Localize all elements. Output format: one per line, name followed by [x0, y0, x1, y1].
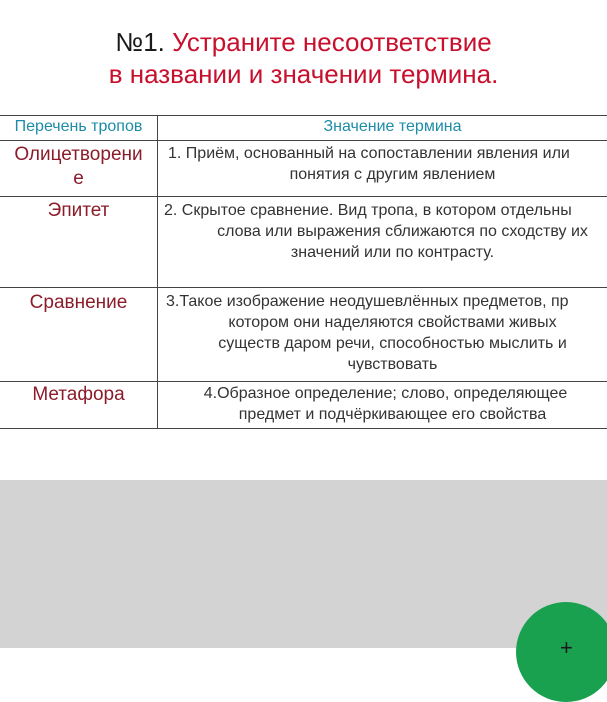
task-number: №1.	[115, 27, 165, 57]
table-row-meaning: 2. Скрытое сравнение. Вид тропа, в котором отдельны слова или выражения сближаются по сходству их значений или по контрасту.	[164, 202, 588, 261]
table-row-meaning: 4.Образное определение; слово, определяющее предмет и подчёркивающее его свойства	[203, 385, 568, 423]
table-row-term: Эпитет	[47, 200, 110, 221]
table-border	[0, 115, 607, 116]
terms-table	[0, 115, 607, 429]
table-border	[0, 428, 607, 429]
title-line-2: в названии и значении термина.	[108, 59, 499, 89]
table-border	[0, 140, 607, 141]
column-header-meaning: Значение термина	[323, 118, 462, 135]
column-header-tropes: Перечень тропов	[14, 118, 143, 135]
table-row-term: Сравнение	[29, 292, 128, 313]
plus-icon: +	[560, 635, 573, 660]
table-row-term: Олицетворени е	[14, 144, 143, 189]
viewer-background	[0, 480, 607, 648]
floating-action-button[interactable]	[516, 602, 607, 702]
page-title	[0, 26, 607, 90]
title-line-1: Устраните несоответствие	[172, 27, 492, 57]
table-row-meaning: 1. Приём, основанный на сопоставлении явления или понятия с другим явлением	[168, 145, 570, 183]
table-row-meaning: 3.Такое изображение неодушевлённых предметов, пр котором они наделяются свойствами живых существ даром речи, способностью мыслить и чувствовать	[166, 293, 569, 373]
table-row-term: Метафора	[32, 384, 125, 405]
table-border	[0, 381, 607, 382]
table-border	[0, 287, 607, 288]
table-border	[0, 196, 607, 197]
